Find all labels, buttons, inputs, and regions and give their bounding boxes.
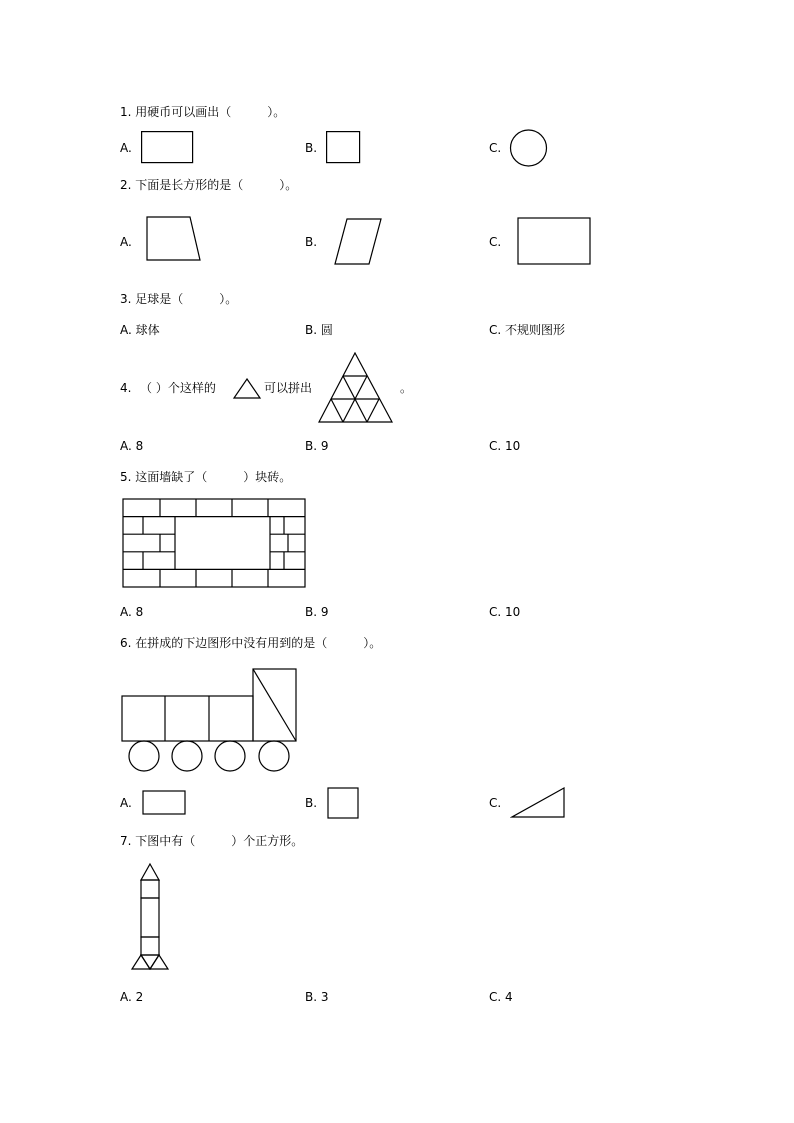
option-c: [489, 439, 520, 453]
rectangle-shape: [517, 217, 592, 266]
option-letter: C.: [489, 439, 502, 453]
question-number: 3.: [120, 292, 132, 306]
square-shape: [326, 131, 361, 164]
option-text: 球体: [135, 323, 160, 337]
question-text: 用硬币可以画出（ ）。: [135, 105, 286, 119]
option-c-letter: C.: [489, 796, 502, 810]
truck-figure: [120, 667, 300, 773]
question-number: 7.: [120, 834, 132, 848]
option-text: 4: [505, 990, 513, 1004]
option-a: [120, 323, 160, 337]
option-letter: A.: [120, 323, 132, 337]
option-text: 10: [505, 605, 521, 619]
option-b-letter: B.: [305, 235, 318, 249]
option-a-letter: A.: [120, 796, 132, 810]
option-c: [489, 605, 520, 619]
small-triangle-shape: [232, 378, 262, 400]
option-a: [120, 439, 143, 453]
rectangle-shape: [141, 131, 194, 164]
option-text: 9: [320, 439, 329, 453]
circle-shape: [509, 129, 549, 167]
question-4-text-before: （ ）个这样的: [140, 381, 216, 395]
option-letter: A.: [120, 439, 132, 453]
square-shape: [327, 787, 360, 820]
option-letter: B.: [305, 439, 318, 453]
question-text: 足球是（ ）。: [135, 292, 238, 306]
triangle-grid-figure: [318, 352, 394, 424]
question-text: 下图中有（ ）个正方形。: [135, 834, 304, 848]
option-c: [489, 323, 565, 337]
brick-wall-figure: [122, 498, 306, 588]
option-b-letter: B.: [305, 796, 318, 810]
option-text: 不规则图形: [505, 323, 566, 337]
option-b: [305, 323, 333, 337]
rectangle-shape: [142, 790, 187, 816]
option-b-letter: B.: [305, 141, 318, 155]
option-text: 10: [505, 439, 521, 453]
option-b: [305, 990, 329, 1004]
option-letter: C.: [489, 323, 502, 337]
question-5: [120, 470, 291, 484]
question-number: 2.: [120, 178, 132, 192]
question-6: [120, 636, 381, 650]
option-a: [120, 990, 143, 1004]
option-c: [489, 990, 513, 1004]
question-number: 6.: [120, 636, 132, 650]
option-letter: C.: [489, 605, 502, 619]
trapezoid-shape: [145, 216, 203, 262]
question-3: [120, 292, 237, 306]
option-text: 2: [135, 990, 144, 1004]
question-4-text-after: 。: [400, 381, 413, 395]
question-text: 下面是长方形的是（ ）。: [135, 178, 298, 192]
option-letter: B.: [305, 605, 318, 619]
option-letter: B.: [305, 323, 318, 337]
option-text: 圆: [320, 323, 333, 337]
option-text: 8: [135, 439, 144, 453]
option-c-letter: C.: [489, 235, 502, 249]
question-1: [120, 105, 285, 119]
option-a-letter: A.: [120, 141, 132, 155]
option-c-letter: C.: [489, 141, 502, 155]
question-number: 5.: [120, 470, 132, 484]
right-triangle-shape: [510, 786, 566, 819]
option-a-letter: A.: [120, 235, 132, 249]
option-text: 9: [320, 605, 329, 619]
question-7: [120, 834, 303, 848]
option-text: 8: [135, 605, 144, 619]
question-text: 在拼成的下边图形中没有用到的是（ ）。: [135, 636, 382, 650]
parallelogram-shape: [333, 218, 383, 266]
option-letter: A.: [120, 605, 132, 619]
option-letter: C.: [489, 990, 502, 1004]
rocket-figure: [130, 862, 170, 972]
option-b: [305, 605, 329, 619]
question-number: 1.: [120, 105, 132, 119]
option-letter: A.: [120, 990, 132, 1004]
option-text: 3: [320, 990, 329, 1004]
question-2: [120, 178, 297, 192]
option-b: [305, 439, 329, 453]
question-4-number: 4.: [120, 381, 132, 395]
option-letter: B.: [305, 990, 318, 1004]
question-4-text-middle: 可以拼出: [264, 381, 313, 395]
question-text: 这面墙缺了（ ）块砖。: [135, 470, 292, 484]
option-a: [120, 605, 143, 619]
